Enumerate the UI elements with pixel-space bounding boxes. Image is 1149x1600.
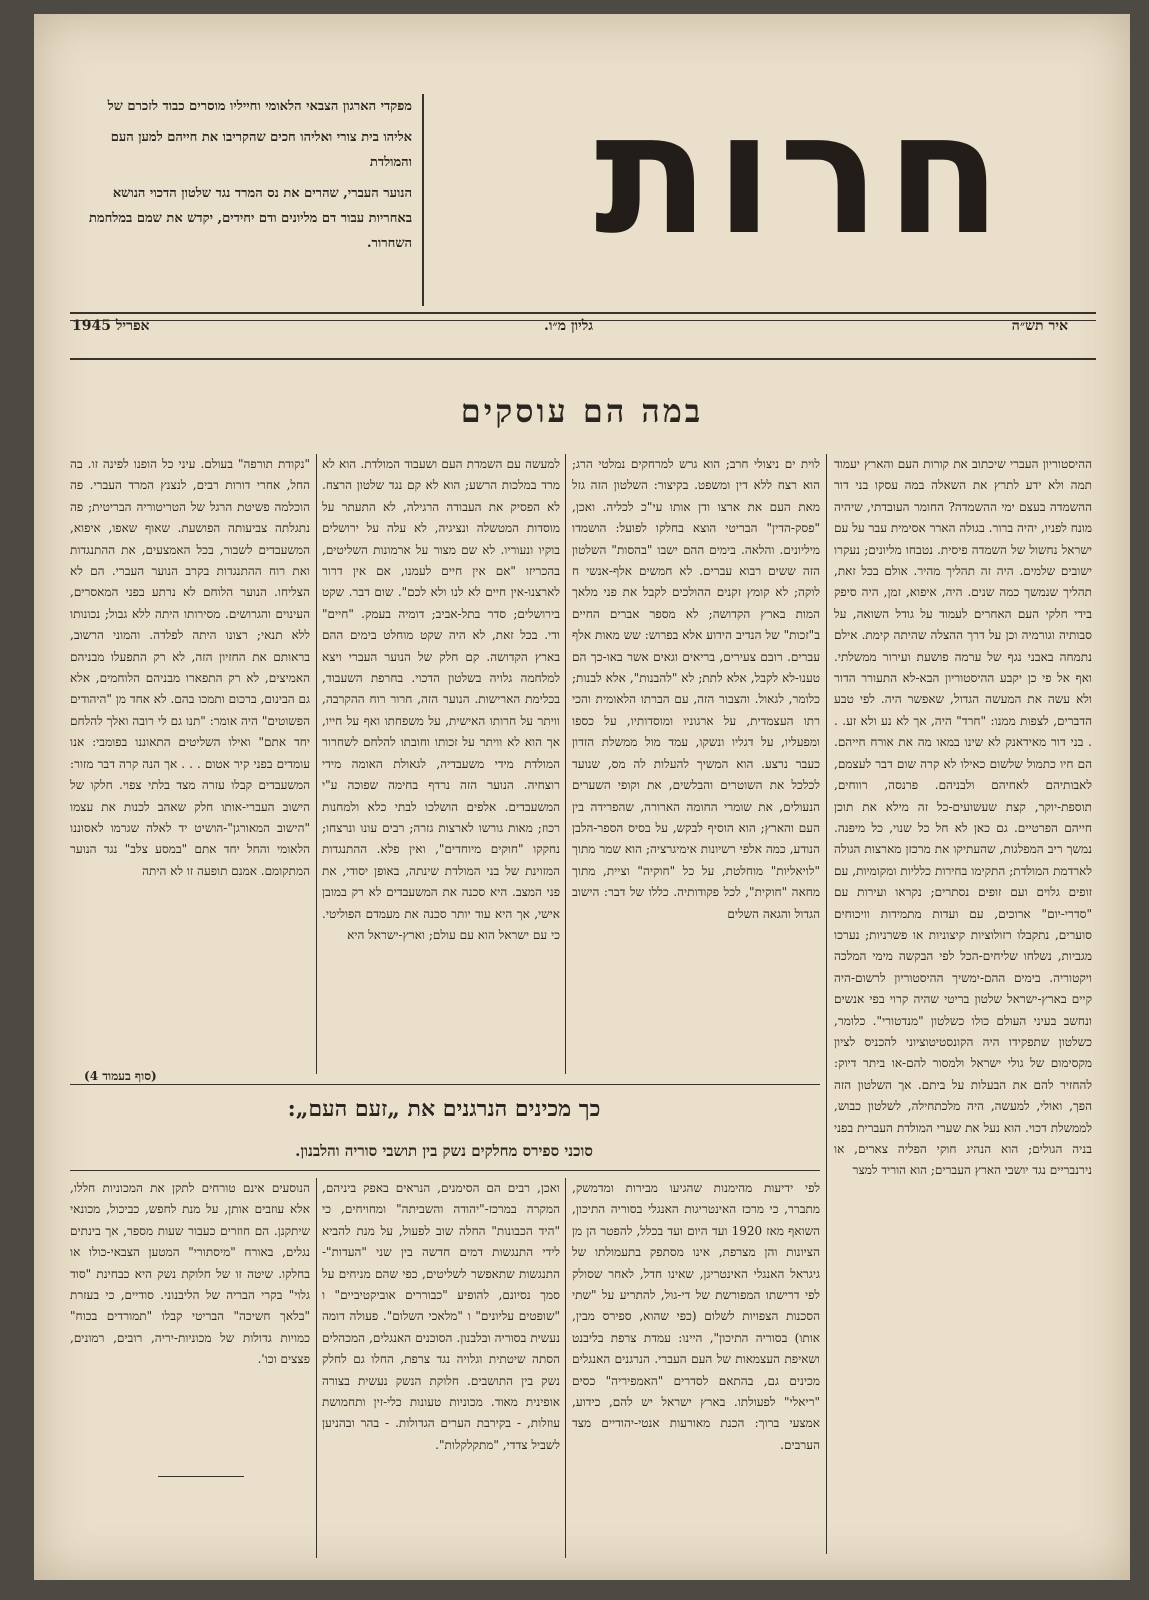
article-column-2-text: לוית ים ניצולי חרב; הוא גרש למרחקים נמלטי הרג; הוא רצח ללא דין ומשפט. בקיצור: השלטון הזה גזל מאת העם את ארצו ודן אותו עי"כ לכליה. ואכן, "פסק-הדין" הבריטי הוצא בחלקו לפועל: הושמדו מיליונים. והלאה. בימים ההם ישבו "בהסות" השלטון הזה ששים רבוא עברים. לא חמשים אלף-אנשי ח לוקה; לא קומץ זקנים ההולכים לקבל את פני מלאך המות בארץ הקדושה; לא מספר אברים החיים ב"זכות" של הנדיב הידוע אלא בפרוש: שש מאות אלף עברים. רובם צעירים, בריאים וגאים אשר באו-כך הם טענו-לא לקבל, אלא לתת; לא "להבנות", אלא לבנות; כלומר, לגאול. והצבור הזה, עם הברתו הלאומית והכי רתו העצמדית, על ארגוניו ומוסדותיו, על כספו ומפעליו, על דגליו ונשקו, עמד מול ממשלת הזדון כעבר נרצע. הוא המשיך להעלות לה מס, שנועד לכלכל את השוטרים והבלשים, את וקופי השערים הנעולים, את שומרי החומה הארורה, שהפרידה בין העם והארץ; הוא הוסיף לבקש, על בסיס הספר-הלבן הנודע, כמה אלפי רשיונות אימיגרציה; הוא שמר מתוך "לויאליות" מוחלטת, על כל "חוקיה" וציית, מתוך מחאה "חוקית", לכל פקודותיה. כללו של דבר: הישוב הגדול והגאה השלים: [572, 457, 820, 921]
second-article-column-3: [70, 1178, 310, 1464]
article-column-2: [572, 454, 820, 1072]
masthead-title: חרות: [594, 76, 1008, 272]
article-column-1-text: ההיסטוריון העברי שיכתוב את קורות העם והארץ יעמוד תמה ולא ידע לתרץ את השאלה במה עסקו בני דור ההשמדה בעצם ימי ההשמדה? החומר העובדתי, שיהיה מונח לפניו, יהיה ברור. בגולה הארר אסימית עבר על עם ישראל נחשול של השמדה פיסית. נטבחו מליונים; נעקרו ישובים שלמים. היה זה תהליך מהיר. אולם בכל זאת, תהליך שנמשך כמה שנים. היה, איפוא, זמן, היה סיפק בידי חלקי העם האחרים לעמוד על גודל השואה, על סבותיה וגורמיה וכן על דרך ההצלה שהיתה קימת. אילם נתמחה באבני נגף של ערמה פושעת ועירור ממשלתי. ואף אל פי כן יקבע ההיסטוריון הבא-לא התעורר הדור ולא עשה את המעשה הגדול, שאפשר היה. לפי טבע הדברים, לצפות ממנו: "חרד" היה, אך לא נע ולא זע. . . בני דור מאידאנק לא שינו במאו מה את אורח חייהם. הם חיו כתמול שלשום כאילו לא קרה שום דבר לעצמם, לאבותיהם לאחיהם ולבניהם. פרנסה, רווחים, תוספת-יוקר, קצת שעשועים-כל זה מילא את תוכן חייהם הפרטיים. גם כאן לא חל כל שנוי, כל מיפנה. נמשך ריב המפלגות, שהעתיקו את מרכזן מארצות הגולה לארדמת המולדת; התקימו בחירות כלליות ומקומיות, עם זופים גלוים ועם זופים נסתרים; נקראו ועירות עם "סדרי-יום" ארוכים, עם ועדות מתמידות וויכוחים סוערים, נתקבלו רזולוציות קיצוניות או פשרניות; נערכו מגביות, נשלחו שליחים-הכל לפי הבקשה מימי המלכה ויקטוריה. בימים ההם-ימשיך ההיסטוריון לרשום-היה קיים בארץ-ישראל שלטון בריטי שהיה קרוי בפי אנשים ונחשב בעיני העולם כולו כשלטון "מנדטורי". כלומר, כשלטון שתפקידו היה הקונסטיטוציוני להכניס לציון מקסימום של גולי ישראל ולמסור להם-או ביתר דיוק: להחזיר להם את הבעלות על ביתם. אך השלטון הזה הפך, ואולי, למעשה, היה מלכתחילה, לשלטון כבוש, לממשלת דכוי. הוא נעל את שערי המולדת העברית בפני בניה הגולים; הוא הנהיג חוקי הפליה צארים, או נירנבריים נגד יושבי הארץ העברים; הוא הוריד למצר: [834, 457, 1092, 1178]
masthead-divider: [422, 94, 424, 306]
end-rule: [158, 1476, 244, 1477]
continued-note: (סוף בעמוד 4): [84, 1069, 157, 1083]
dedication-notice: [72, 94, 412, 262]
issue-number: גליון מ״ו.: [544, 318, 593, 334]
dedication-line-3: הנוער העברי, שהרים את נס המרד נגד שלטון הדכוי הנושא באחריות עבור דם מליונים ודם יחידים, יקדש את שמם במלחמת השחרור.: [88, 186, 412, 251]
second-article-subheadline: סוכני ספירס מחלקים נשק בין תושבי סוריה והלבנון.: [295, 1142, 593, 1160]
article-separator: [70, 1170, 820, 1171]
article-column-3: [322, 454, 560, 1072]
dateline-bottom-rule: [70, 358, 1096, 360]
article-headline: במה הם עוסקים: [460, 392, 704, 430]
dedication-line-1: מפקדי הארגון הצבאי הלאומי וחייליו מוסרים כבוד לזכרם של: [107, 99, 412, 114]
second-article-column-1: [572, 1178, 820, 1558]
article-separator: [70, 1084, 820, 1085]
second-article-column-2-text: ואכן, רבים הם הסימנים, הנראים באפק ביניהם, המקרה במרכז-"יהודה והשביתה" ומחויחים, כי "היד הכבונות" החלה שוב לפעול, על מנת להביא לידי התנגשות דמים חדשה בין שני "העדות"-התנגשות שתאפשר לשליטים, כפי שהם מניחים על סמך נסיונם, להופיע "כבוררים אוביקטיביים" ו "שופטים עליונים" ו "מלאכי השלום". פעולה דומה נעשית בסוריה ובלבנון. הסוכנים האנגלים, המכהלים הסתה שיטתית וגלויה נגד צרפת, החלו גם לחלק נשק בין התושבים. חלוקת הנשק נעשית בצורה אופינית מאוד. מכוניות טעונות כלי-זין ותחמושת עוזלות, - בקירבת הערים הגדולות. - בהר ובהניען לשביל צדדי, "מתקלקלות".: [322, 1181, 560, 1452]
column-rule: [565, 1178, 566, 1558]
article-column-4: [70, 454, 310, 1054]
article-column-1: [834, 454, 1092, 1552]
column-rule: [316, 1178, 317, 1558]
second-article-column-3-text: הנוסעים אינם טורחים לתקן את המכוניות חללו, אלא עוזבים אותן, על מנת לחפש, כביכול, מכונאי שיתקנן. הם חוזרים כעבור שעות מספר, אך בינתים נגלים, באורח "מיסתורי" המטען הצבאי-כולו או בחלקו. שיטה זו של חלוקת נשק היא כבחינת "סוד גלוי" בקרי הבריה של הליבנוני. סודיים, כי בעזרת "בלאך חשיכה" הבריטי קבלו "תמורדים בכוח" כמויות גדולות של מכוניות-יריה, רובים, רמונים, פצצים וכו'.: [70, 1181, 310, 1367]
second-article-headline: כך מכינים הנרגנים את „זעם העם„:: [287, 1096, 601, 1122]
second-article-column-2: [322, 1178, 560, 1558]
dateline-top-rule: [70, 312, 1096, 314]
column-rule: [316, 454, 317, 1074]
dedication-line-2: אליהו בית צורי ואליהו חכים שהקריבו את חייהם למען העם והמולדת: [110, 130, 412, 170]
column-rule: [565, 454, 566, 1074]
gregorian-date: אפריל 1945: [72, 318, 150, 334]
article-column-4-text: "נקודת תורפה" בעולם. עיני כל הופנו לפינה זו. בה החל, אחרי דורות רבים, לנצנץ המרד העברי. פה הוכלמה פשיטת הרגל של הטריטוריה הבריטית; פה נתגלתה צביעותה הפושעת. שאוף שאפו, איפוא, המשעבדים לשבור, בכל האמצעים, את ההתנגדות ואת רוח ההתנגדות בקרב הנוער העברי. הם לא הצליחו. הנוער הלוחם לא נרתע בפני המאסרים, העינוים והגרושים. מסירותו היתה ללא גבול; נכונותו ללא תנאי; רצונו היתה לפלדה. והמוני הרשוב, בראותם את החזיון הזה, לא רק התפעלו מבניהם האמיצים, לא רק התפארו מבניהם הלוחמים, אלא גם הבינום, ברכום ותמכו בהם. לא אחד מן "היהודים הפשוטים" היה אומר: "תנו גם לי רובה ואלך להלחם יחד אתם" ואילו השליטים התאוננו בפומבי: אנו עומדים בפני קיר אטום . . . אך הנה קרה דבר מזור: המשעבדים קבלו עזרה מצד בלתי צפוי. חלקו של הישוב העברי-אותו חלק שאהב לכנות את עצמו "הישוב המאורגן"-הושיט יד לאלה שגרמו לאסוננו הלאומי והחל יחד אתם "במסע צלב" נגד הנוער המתקומם. אמנם תופעה זו לא היתה: [70, 457, 310, 878]
second-article-column-1-text: לפי ידיעות מהימנות שהגיעו מבירות ומדמשק, מתברר, כי מרכז האינטריגות האנגלי בסוריה התיכון, השואף מאז 1920 ועד היום ועד בכלל, להפטר הן מן הציונות והן מצרפת, אינו מסתפק בתעמולתו של גיגראל האנגלי האינטריגן, שאינו חדל, לאחר שסולק לפי דרישתו המפורשת של די-גול, להתריע על "שתי הסכנות הצפויות לשלום (כפי שהוא, ספירס מבין, אותו) בסוריה התיכון", היינו: עמדת צרפת בליבנט ושאיפת העצמאות של העם העברי. הנרגנים האנגלים מכינים גם, בהתאם לסדרים "האמפיריה" כסים "ריאלי" לפעולתו. בארץ ישראל יש להם, כידוע, אמצעי ברוך: הכנת מאורעות אנטי-יהודיים מצד הערבים.: [572, 1181, 820, 1452]
column-rule: [826, 454, 827, 1554]
article-column-3-text: למעשה עם השמדת העם ושעבוד המולדת. הוא לא מרד במלכות הרשע; הוא לא קם נגד שלטון הרצח. לא הפסיק את העבודה הרגילה, לא התעתר על מוסדות המטשלה ונציגיה, לא עלה על ירושלים בוקיו ונעוריו. לא שם מצור על ארמונות השליטים, בהכריזו "אם אין חיים לעמנו, אם אין דרור לארצנו-אין חיים לא לנו ולא לכם". שום דבר. שקט בירושלים; סדר בתל-אביב; דומיה בעמק. "חיים" ודי. בכל זאת, לא היה שקט מוחלט בימים ההם בארץ הקדושה. קם חלק של הנוער העברי ויצא למלחמה גלויה בשלטון הדכוי. בחרפת השעבוד, בכלימת הארישות. הנוער הזה, חרור רוח ההקרבה, וויתר על חרותו האישית, על משפחתו ואף על חייו, אך הוא לא וויתר על זכותו וחובתו להלחם לשחרור המולדת מידי משעבדיה, לגאולת האומה מידי רוצחיה. הנוער הזה נרדף בחימה שפוכה ע"י המשעבדים. אלפים הושלכו לבתי כלא ולמחנות רכוז; מאות גורשו לארצות גזרה; רבים עונו ונרצחו; נחקקו "חוקים מיוחדים", ואין פלא. ההתנגדות המזוינת של בני המולדת שינתה, באופן יסודי, את פני המצב. היא סכנה את המשעבדים לא רק במובן אישי, אך היא עוד יותר סכנה את מעמדם הפוליטי. כי עם ישראל הוא עם עולם; וארץ-ישראל היא: [322, 457, 560, 942]
newspaper-page: [34, 14, 1130, 1580]
hebrew-date: איר תש״ה: [1011, 318, 1068, 334]
